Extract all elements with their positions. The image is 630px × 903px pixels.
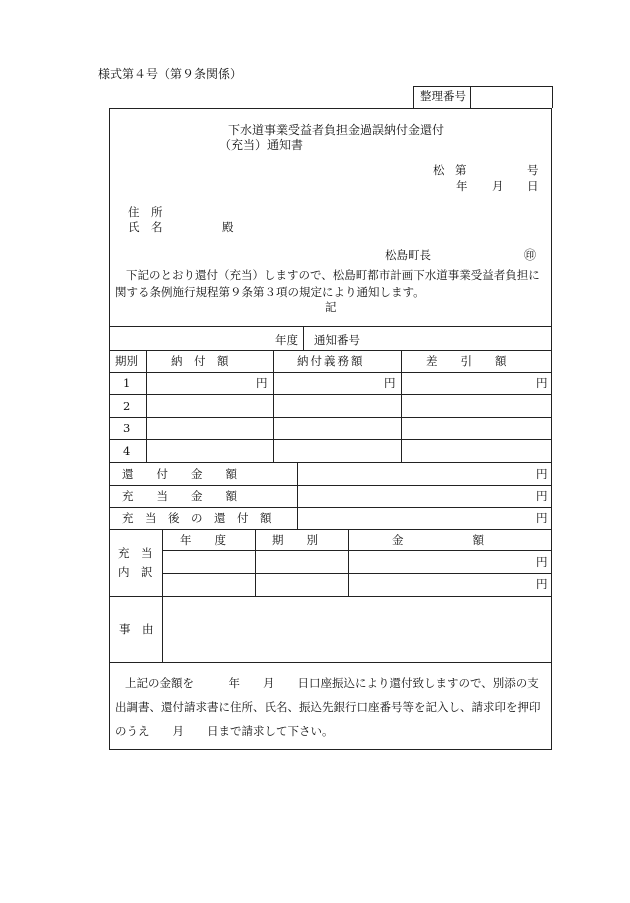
breakdown-col-year: 年 度 [180, 533, 226, 547]
doc-number-go: 号 [527, 163, 539, 177]
yen-due: 円 [384, 376, 396, 390]
issuer: 松島町長 [385, 248, 431, 262]
doc-number-dai: 第 [455, 163, 467, 177]
footer-line2: 出調書、還付請求書に住所、氏名、振込先銀行口座番号等を記入し、請求印を押印 [115, 700, 541, 714]
yen-diff: 円 [536, 376, 548, 390]
yen-refund: 円 [536, 467, 548, 481]
yen-paid: 円 [256, 376, 268, 390]
breakdown-col-period: 期 別 [272, 533, 318, 547]
yen-breakdown-2: 円 [536, 577, 548, 591]
footer-line3: のうえ 月 日まで請求して下さい。 [115, 724, 334, 738]
notice-number-label: 通知番号 [314, 333, 360, 347]
form-title-line1: 下水道事業受益者負担金過誤納付金還付 [228, 123, 445, 137]
yen-applied: 円 [536, 489, 548, 503]
refund-amount-label: 還 付 金 額 [122, 467, 237, 481]
form-number: 様式第４号（第９条関係） [98, 67, 243, 81]
fiscal-year-label: 年度 [275, 333, 298, 347]
yen-after: 円 [536, 511, 548, 525]
date-day: 日 [527, 179, 539, 193]
header-paid-amount: 納 付 額 [171, 354, 229, 368]
row-number-2: 2 [123, 399, 131, 413]
breakdown-label-line2: 内 訳 [118, 565, 153, 579]
breakdown-label-line1: 充 当 [118, 546, 153, 560]
date-year: 年 [456, 179, 468, 193]
header-due-amount: 納付義務額 [297, 354, 365, 368]
date-month: 月 [492, 179, 504, 193]
doc-number-prefix: 松 [433, 163, 445, 177]
breakdown-col-amount: 金 額 [392, 533, 484, 547]
row-number-4: 4 [123, 444, 131, 458]
seal-mark: ㊞ [524, 248, 537, 262]
footer-line1: 上記の金額を 年 月 日口座振込により還付致しますので、別添の支 [125, 676, 539, 690]
ki-label: 記 [325, 300, 337, 314]
applied-amount-label: 充 当 金 額 [122, 489, 237, 503]
name-label: 氏 名 [128, 220, 163, 234]
reference-number-label: 整理番号 [420, 89, 466, 103]
body-line2: 関する条例施行規程第９条第３項の規定により通知します。 [115, 285, 425, 299]
row-number-3: 3 [123, 421, 131, 435]
header-difference: 差 引 額 [426, 354, 507, 368]
body-line1: 下記のとおり還付（充当）しますので、松島町都市計画下水道事業受益者負担に [126, 268, 540, 282]
reason-label: 事 由 [119, 622, 154, 636]
honorific: 殿 [222, 220, 234, 234]
after-applied-label: 充 当 後 の 還 付 額 [122, 511, 272, 525]
form-title-line2: （充当）通知書 [219, 138, 304, 152]
row-number-1: 1 [123, 376, 131, 390]
form-frame [109, 108, 552, 750]
header-period: 期別 [115, 354, 138, 368]
yen-breakdown-1: 円 [536, 555, 548, 569]
address-label: 住 所 [128, 205, 163, 219]
